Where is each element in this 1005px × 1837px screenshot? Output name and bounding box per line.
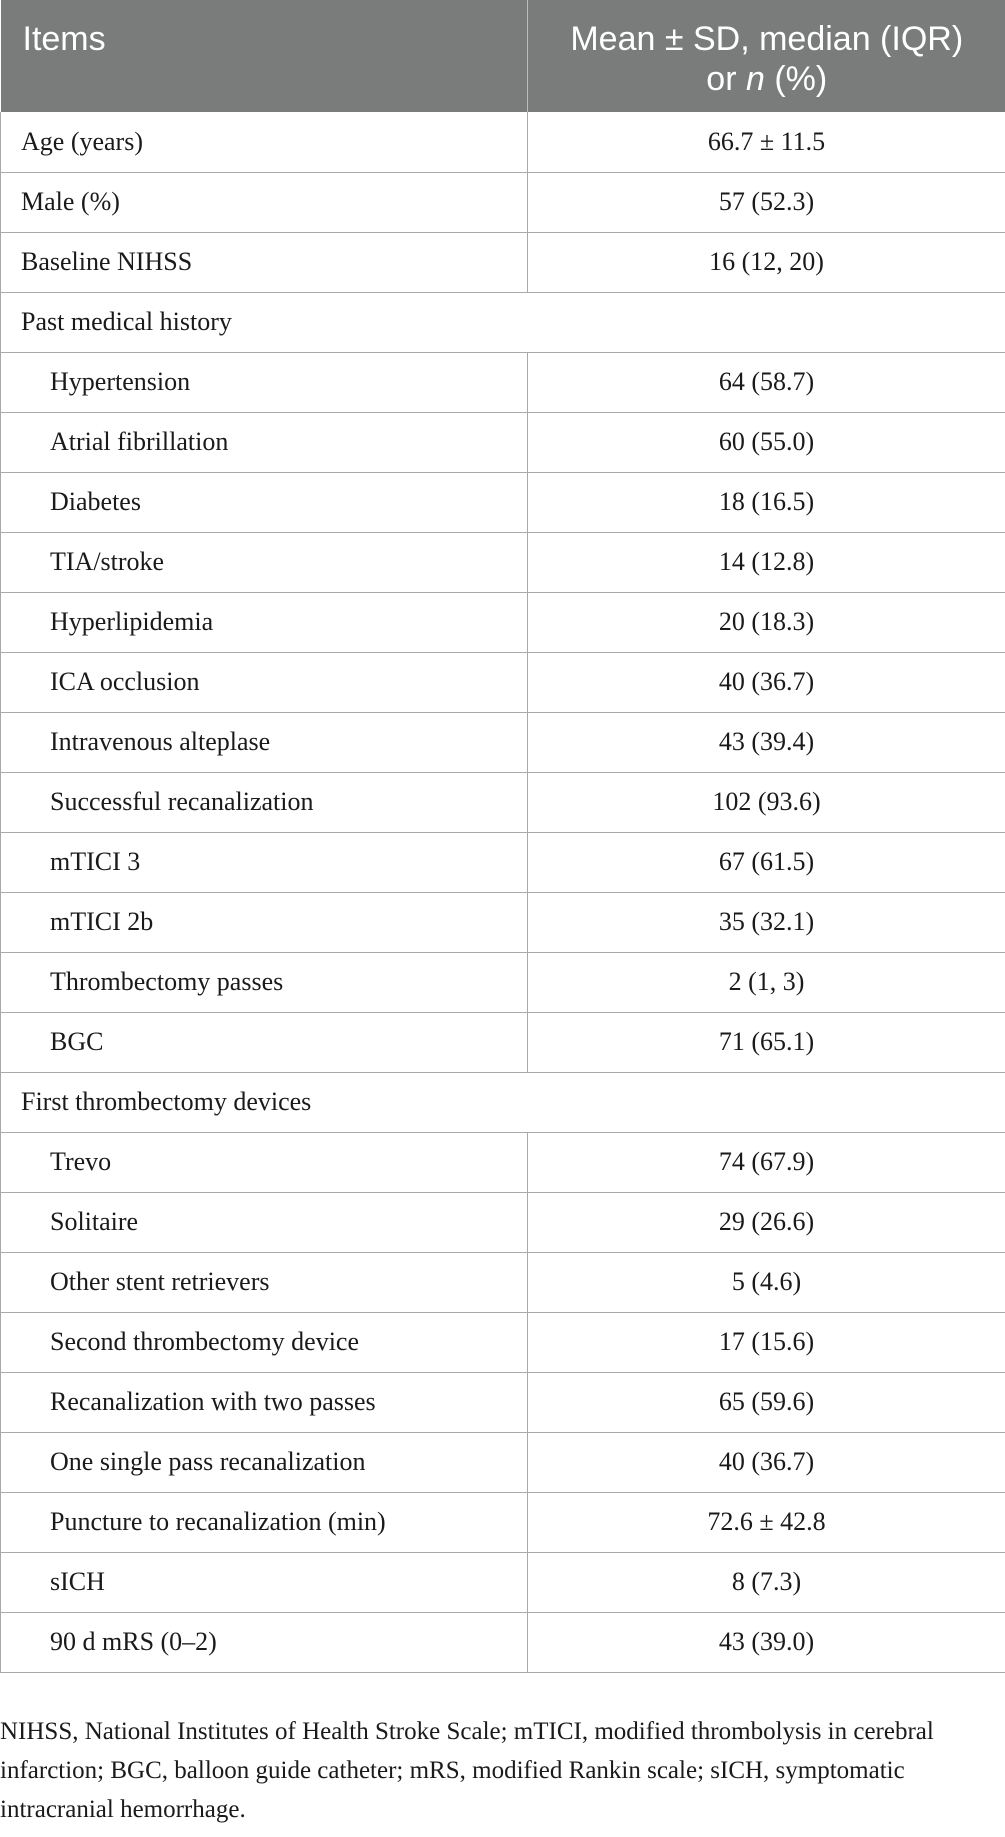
row-label: ICA occlusion: [1, 652, 528, 712]
table-row: [1, 1432, 1005, 1492]
row-value: 40 (36.7): [528, 652, 1005, 712]
row-value: 67 (61.5): [528, 832, 1005, 892]
row-value: 71 (65.1): [528, 1012, 1005, 1072]
row-label: One single pass recanalization: [1, 1432, 528, 1492]
row-label: 90 d mRS (0–2): [1, 1612, 528, 1672]
row-value: 72.6 ± 42.8: [528, 1492, 1005, 1552]
row-label: sICH: [1, 1552, 528, 1612]
row-label: TIA/stroke: [1, 532, 528, 592]
table-row: [1, 1612, 1005, 1672]
row-value: 17 (15.6): [528, 1312, 1005, 1372]
row-value: 35 (32.1): [528, 892, 1005, 952]
table-row: [1, 772, 1005, 832]
table-row: [1, 832, 1005, 892]
row-label: mTICI 2b: [1, 892, 528, 952]
row-label: Second thrombectomy device: [1, 1312, 528, 1372]
section-row: [1, 292, 1005, 352]
row-value: 43 (39.4): [528, 712, 1005, 772]
row-label: mTICI 3: [1, 832, 528, 892]
row-label: Trevo: [1, 1132, 528, 1192]
table-row: [1, 232, 1005, 292]
row-label: Age (years): [1, 112, 528, 172]
row-label: Baseline NIHSS: [1, 232, 528, 292]
table-row: [1, 412, 1005, 472]
table-row: [1, 592, 1005, 652]
row-value: 65 (59.6): [528, 1372, 1005, 1432]
row-label: Hyperlipidemia: [1, 592, 528, 652]
row-label: Atrial fibrillation: [1, 412, 528, 472]
row-value: 43 (39.0): [528, 1612, 1005, 1672]
row-label: Successful recanalization: [1, 772, 528, 832]
table-body: [1, 112, 1005, 1672]
header-values-suffix: (%): [764, 60, 828, 98]
table-row: [1, 1012, 1005, 1072]
row-value: 8 (7.3): [528, 1552, 1005, 1612]
row-label: Diabetes: [1, 472, 528, 532]
table-row: [1, 712, 1005, 772]
header-values-line1: Mean ± SD, median (IQR): [570, 20, 964, 58]
row-label: Male (%): [1, 172, 528, 232]
row-value: 29 (26.6): [528, 1192, 1005, 1252]
table-row: [1, 1252, 1005, 1312]
row-label: BGC: [1, 1012, 528, 1072]
row-value: 16 (12, 20): [528, 232, 1005, 292]
table-row: [1, 1492, 1005, 1552]
header-values-prefix: or: [706, 60, 746, 98]
table-row: [1, 112, 1005, 172]
row-value: 18 (16.5): [528, 472, 1005, 532]
row-value: 57 (52.3): [528, 172, 1005, 232]
row-value: 60 (55.0): [528, 412, 1005, 472]
row-label: Hypertension: [1, 352, 528, 412]
table-row: [1, 952, 1005, 1012]
section-label: Past medical history: [1, 292, 1005, 352]
table-header: [1, 0, 1005, 112]
row-value: 20 (18.3): [528, 592, 1005, 652]
table-row: [1, 652, 1005, 712]
row-label: Recanalization with two passes: [1, 1372, 528, 1432]
row-label: Intravenous alteplase: [1, 712, 528, 772]
table-row: [1, 352, 1005, 412]
header-items: Items: [1, 0, 528, 112]
row-value: 74 (67.9): [528, 1132, 1005, 1192]
header-row: [1, 0, 1005, 112]
table-row: [1, 1312, 1005, 1372]
row-value: 102 (93.6): [528, 772, 1005, 832]
row-value: 14 (12.8): [528, 532, 1005, 592]
row-value: 5 (4.6): [528, 1252, 1005, 1312]
row-label: Puncture to recanalization (min): [1, 1492, 528, 1552]
table-row: [1, 1372, 1005, 1432]
row-value: 2 (1, 3): [528, 952, 1005, 1012]
row-value: 66.7 ± 11.5: [528, 112, 1005, 172]
section-row: [1, 1072, 1005, 1132]
row-label: Thrombectomy passes: [1, 952, 528, 1012]
table-row: [1, 172, 1005, 232]
row-label: Other stent retrievers: [1, 1252, 528, 1312]
table-footnote: NIHSS, National Institutes of Health Stroke Scale; mTICI, modified thrombolysis in cerebral infarction; BGC, balloon guide catheter; mRS, modified Rankin scale; sICH, symptomatic intracranial hemorrhage.: [0, 1718, 934, 1823]
header-values-line2: [528, 59, 1005, 99]
table-row: [1, 472, 1005, 532]
row-value: 40 (36.7): [528, 1432, 1005, 1492]
table-row: [1, 1132, 1005, 1192]
header-values: [528, 0, 1005, 112]
row-label: Solitaire: [1, 1192, 528, 1252]
table-row: [1, 532, 1005, 592]
row-value: 64 (58.7): [528, 352, 1005, 412]
table-row: [1, 1552, 1005, 1612]
section-label: First thrombectomy devices: [1, 1072, 1005, 1132]
table-row: [1, 1192, 1005, 1252]
header-values-italic-n: n: [745, 60, 765, 98]
table-row: [1, 892, 1005, 952]
